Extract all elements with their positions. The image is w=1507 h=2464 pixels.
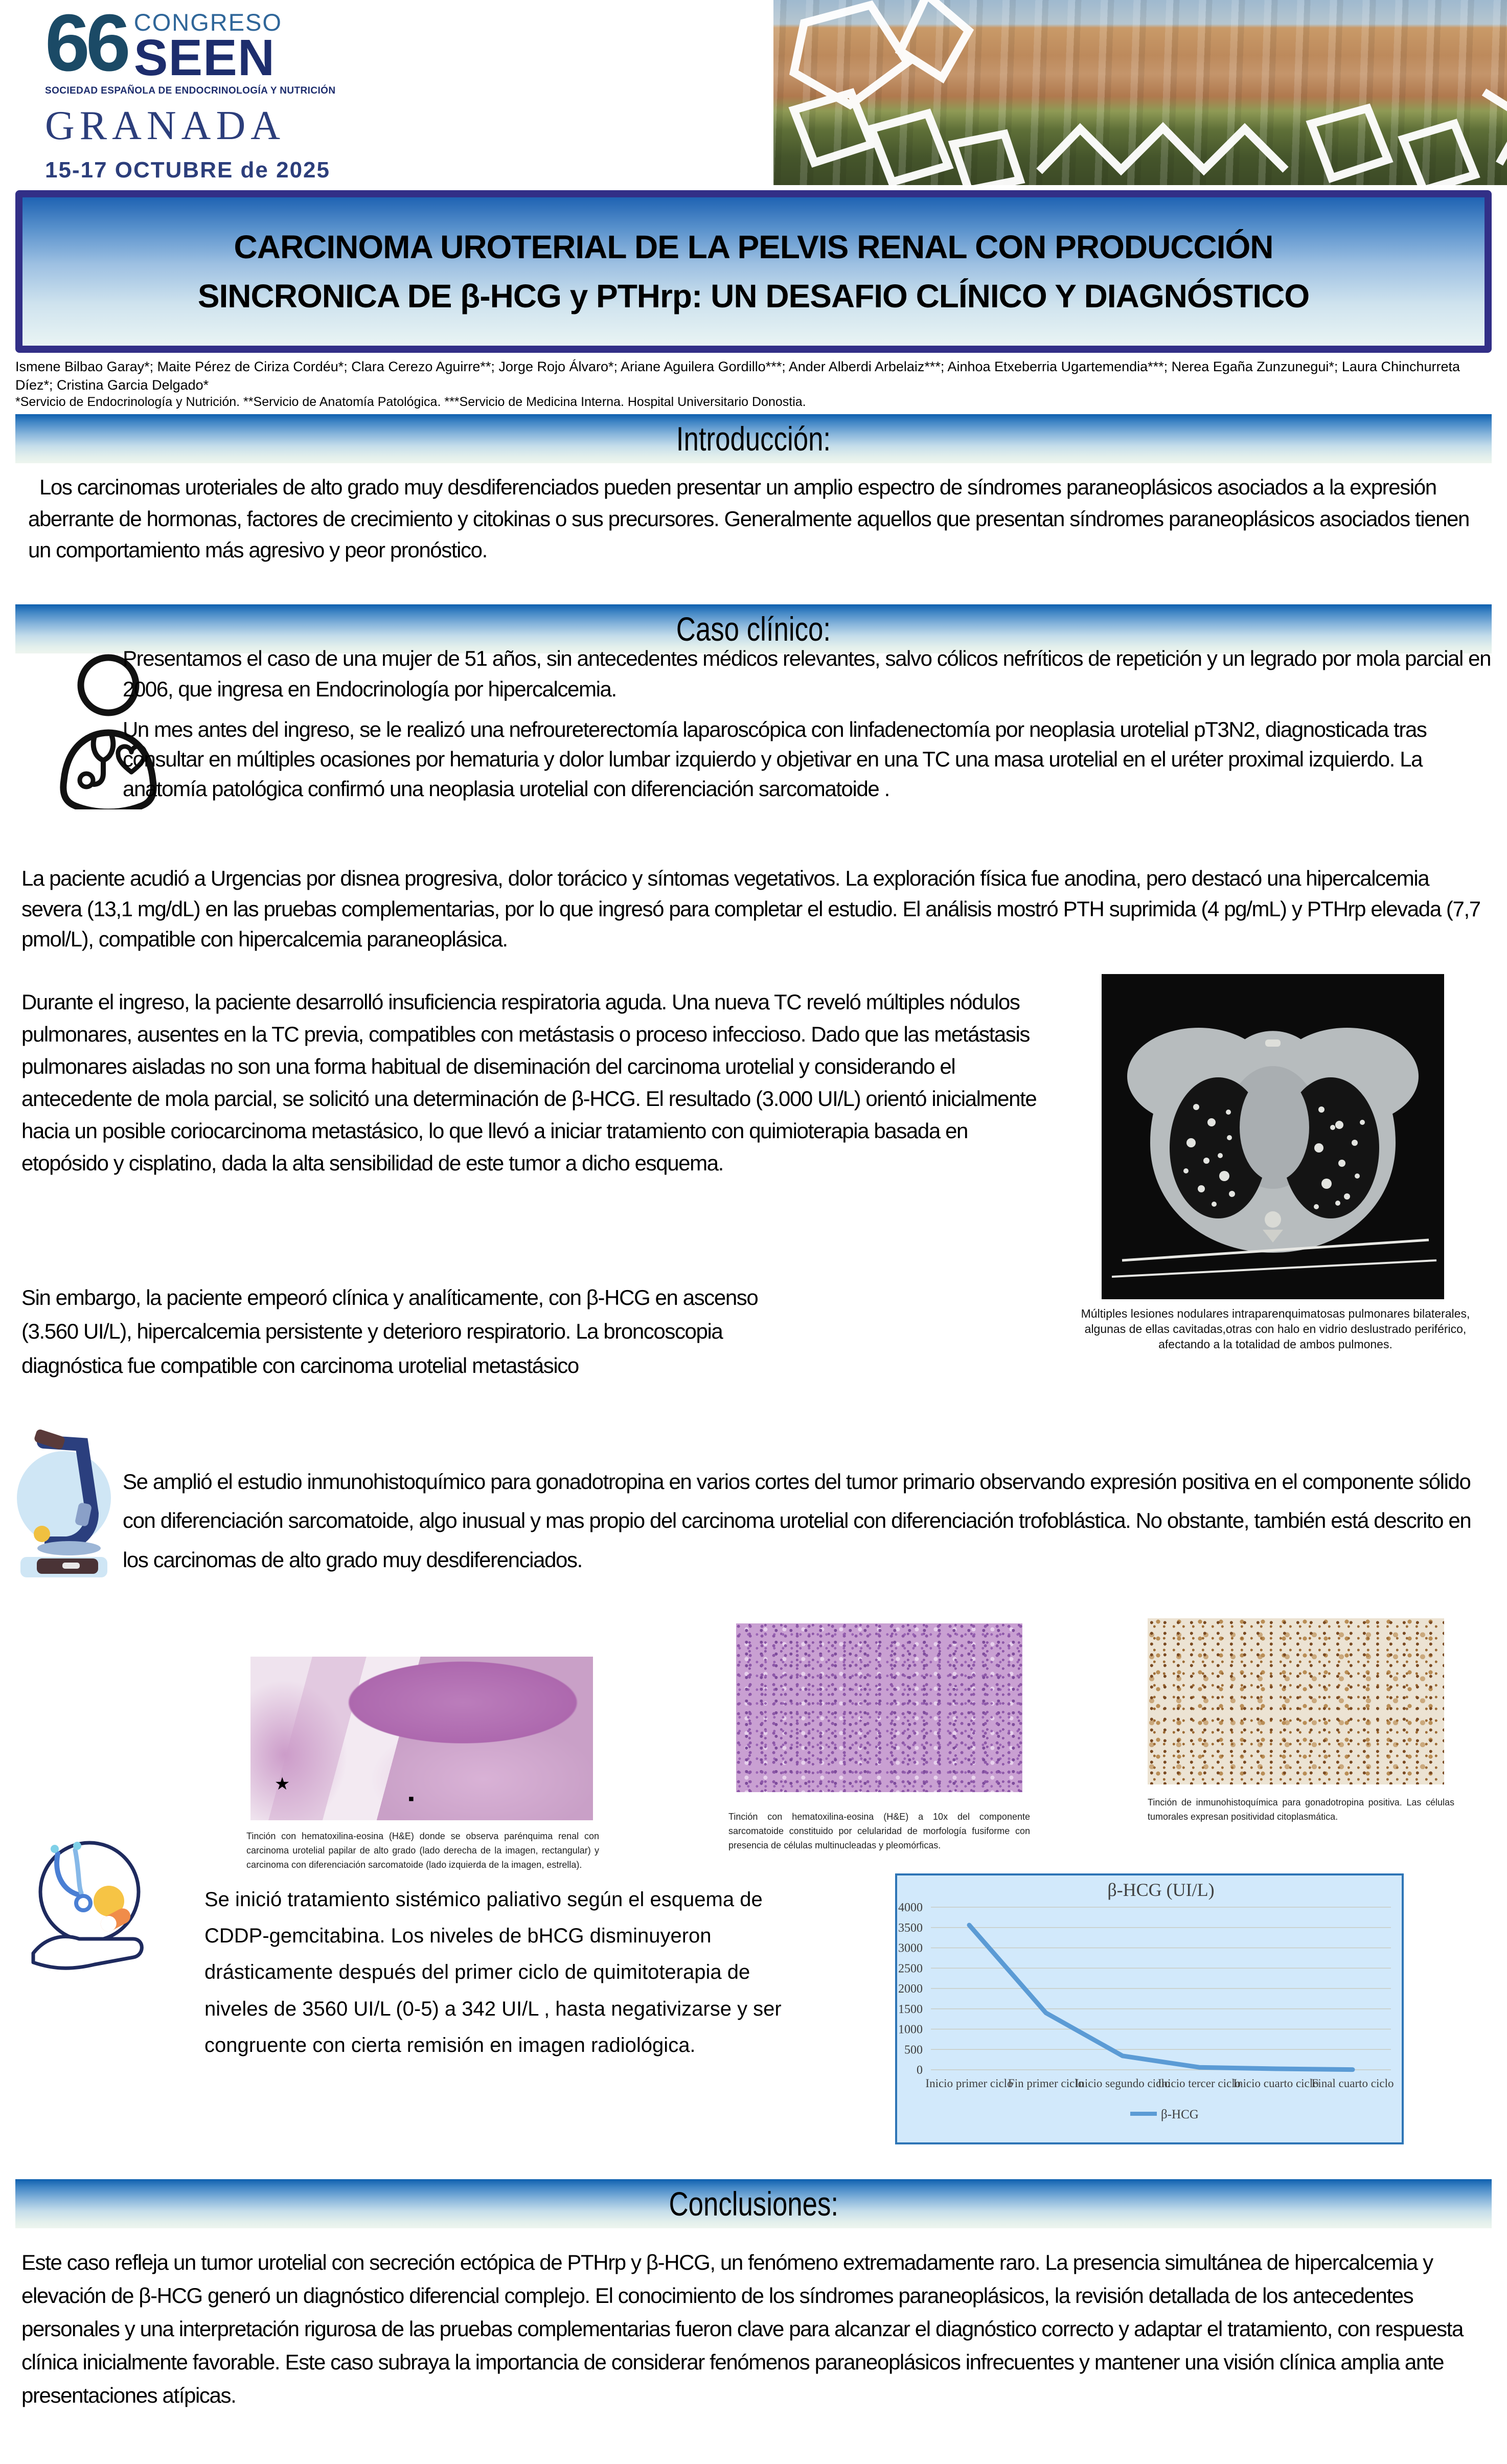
affiliations-line: *Servicio de Endocrinología y Nutrición. **Servicio de Anatomía Patológica. ***Servicio de Medicina Interna. Hospital Universitario Donostia. (15, 395, 806, 409)
histology-caption-3: Tinción de inmunohistoquímica para gonadotropina positiva. Las células tumorales expresan positividad citoplasmática. (1148, 1797, 1454, 1822)
svg-text:3000: 3000 (898, 1941, 923, 1955)
logo-seen-label: SEEN (133, 29, 276, 86)
svg-text:3500: 3500 (898, 1921, 923, 1935)
granada-wordmark: GRANADA (45, 103, 285, 148)
svg-text:2000: 2000 (898, 1982, 923, 1996)
conclusiones-body: Este caso refleja un tumor urotelial con secreción ectópica de PTHrp y β-HCG, un fenómeno extremadamente raro. La presencia simultánea de hipercalcemia y elevación de β-HCG generó un diagnóstico diferencial complejo. El conocimiento de los síndromes paraneoplásicos, la revisión detallada de los antecedentes personales y una interpretación rigurosa de las pruebas complementarias fueron clave para alcanzar el diagnóstico correcto y adaptar el tratamiento, con respuesta clínica inicialmente favorable. Este caso subraya la importancia de considerar fenómenos paraneoplásicos infrecuentes y mantener una visión clínica amplia ante presentaciones atípicas. (21, 2250, 1463, 2408)
introduccion-body: Los carcinomas uroteriales de alto grado muy desdiferenciados pueden presentar un amplio espectro de síndromes paraneoplásicos asociados a la expresión aberrante de hormonas, factores de crecimiento y citokinas o sus precursores. Generalmente aquellos que presentan síndromes paraneoplásicos asociados tienen un comportamiento más agresivo y peor pronóstico. (28, 475, 1469, 562)
section-band-introduccion (15, 414, 1492, 463)
bhcg-chart-svg (897, 1875, 1402, 2142)
ct-scan-drawing (1102, 974, 1444, 1299)
svg-text:0: 0 (917, 2064, 923, 2077)
svg-text:β-HCG: β-HCG (1161, 2108, 1199, 2121)
svg-text:1000: 1000 (898, 2023, 923, 2037)
authors-line: Ismene Bilbao Garay*; Maite Pérez de Ciriza Cordéu*; Clara Cerezo Aguirre**; Jorge Rojo Álvaro*; Ariane Aguilera Gordillo***; Ander Alberdi Arbelaiz***; Ainhoa Etxeberria Ugartemendia***; Nerea Egaña Zunzunegui*; Laura Chinchurreta Díez*; Cristina Garcia Delgado* (15, 359, 1460, 393)
ct-caption: Múltiples lesiones nodulares intraparenquimatosas pulmonares bilaterales, algunas de ellas cavitadas,otras con halo en vidrio deslustrado periférico, afectando a la totalidad de ambos pulmones. (1081, 1307, 1470, 1351)
caso-paragraph-3: La paciente acudió a Urgencias por disnea progresiva, dolor torácico y síntomas vegetativos. La exploración física fue anodina, pero destacó una hipercalcemia severa (13,1 mg/dL) en las pruebas complementarias, por lo que ingresó para completar el estudio. El análisis mostró PTH suprimida (4 pg/mL) y PTHrp elevada (7,7 pmol/L), compatible con hipercalcemia paraneoplásica. (21, 866, 1480, 952)
seen-congress-logo (45, 0, 382, 183)
svg-text:Fin primer ciclo: Fin primer ciclo (1008, 2077, 1084, 2090)
poster-title-line-1: CARCINOMA UROTERIAL DE LA PELVIS RENAL CON PRODUCCIÓN (234, 229, 1273, 265)
svg-text:β-HCG (UI/L): β-HCG (UI/L) (1107, 1880, 1215, 1900)
granada-painting (773, 0, 1507, 185)
ct-scan-image (1102, 974, 1444, 1299)
histology-figure-3 (1148, 1618, 1444, 1784)
svg-text:4000: 4000 (898, 1901, 923, 1914)
poster-title-line-2: SINCRONICA DE β-HCG y PTHrp: UN DESAFIO CLÍNICO Y DIAGNÓSTICO (197, 278, 1310, 314)
treatment-paragraph: Se inició tratamiento sistémico paliativo según el esquema de CDDP-gemcitabina. Los niveles de bHCG disminuyeron drásticamente después del primer ciclo de quimitoterapia de niveles de 3560 UI/L (0-5) a 342 UI/L , hasta negativizarse y ser congruente con cierta remisión en imagen radiológica. (204, 1888, 782, 2056)
congress-dates: 15-17 OCTUBRE de 2025 (45, 157, 330, 183)
star-marker-icon: ★ (274, 1774, 290, 1794)
section-band-conclusiones (15, 2179, 1492, 2228)
svg-text:Final cuarto ciclo: Final cuarto ciclo (1311, 2077, 1394, 2090)
bhcg-chart (895, 1873, 1404, 2144)
caso-paragraph-4: Durante el ingreso, la paciente desarrolló insuficiencia respiratoria aguda. Una nueva TC reveló múltiples nódulos pulmonares, ausentes en la TC previa, compatibles con metástasis o proceso infeccioso. Dado que las metástasis pulmonares aisladas no son una forma habitual de diseminación del carcinoma urotelial y considerando el antecedente de mola parcial, se solicitó una determinación de β-HCG. El resultado (3.000 UI/L) orientó inicialmente hacia un posible coriocarcinoma metastásico, lo que llevó a iniciar tratamiento con quimioterapia basada en etopósido y cisplatino, dada la alta sensibilidad de este tumor a dicho esquema. (21, 990, 1037, 1175)
logo-congreso-label: CONGRESO (133, 9, 282, 36)
histology-figure-1 (250, 1657, 593, 1820)
caso-paragraph-6: Se amplió el estudio inmunohistoquímico para gonadotropina en varios cortes del tumor primario observando expresión positiva en el componente sólido con diferenciación sarcomatoide, algo inusual y mas propio del carcinoma urotelial con diferenciación trofoblástica. No obstante, también está descrito en los carcinomas de alto grado muy desdiferenciados. (123, 1470, 1471, 1572)
introduccion-heading: Introducción: (676, 420, 831, 458)
histology-caption-2: Tinción con hematoxilina-eosina (H&E) a 10x del componente sarcomatoide constituido por celularidad de morfología fusiforme con presencia de células multinucleadas y pleomórficas. (728, 1812, 1030, 1850)
poster-title-box (15, 190, 1492, 353)
conclusiones-heading: Conclusiones: (669, 2185, 838, 2223)
svg-text:2500: 2500 (898, 1962, 923, 1976)
svg-text:Inicio primer ciclo: Inicio primer ciclo (925, 2077, 1013, 2090)
caso-paragraph-2: Un mes antes del ingreso, se le realizó una nefroureterectomía laparoscópica con linfadenectomía por neoplasia urotelial pT3N2, diagnosticada tras consultar en múltiples ocasiones por hematuria y dolor lumbar izquierdo y objetivar en una TC una masa urotelial en el uréter proximal izquierdo. La anatomía patológica confirmó una neoplasia urotelial con diferenciación sarcomatoide . (123, 717, 1427, 801)
svg-text:500: 500 (904, 2043, 923, 2057)
logo-tagline: SOCIEDAD ESPAÑOLA DE ENDOCRINOLOGÍA Y NUTRICIÓN (45, 85, 336, 96)
caso-paragraph-1: Presentamos el caso de una mujer de 51 años, sin antecedentes médicos relevantes, salvo cólicos nefríticos de repetición y un legrado por mola parcial en 2006, que ingresa en Endocrinología por hipercalcemia. (123, 646, 1491, 701)
microscope-icon (15, 1427, 112, 1585)
svg-text:1500: 1500 (898, 2002, 923, 2016)
caso-clinico-heading: Caso clínico: (676, 610, 831, 648)
svg-text:Inicio tercer ciclo: Inicio tercer ciclo (1157, 2077, 1241, 2090)
logo-row (45, 0, 382, 88)
hand-medical-icon (18, 1825, 151, 1989)
logo-wordmark (133, 9, 282, 86)
histology-caption-1: Tinción con hematoxilina-eosina (H&E) donde se observa parénquima renal con carcinoma urotelial papilar de alto grado (lado derecha de la imagen, rectangular) y carcinoma con diferenciación sarcomatoide (lado izquierda de la imagen, estrella). (246, 1831, 599, 1870)
geometric-overlay-pattern (773, 0, 1507, 185)
histology-figure-2 (736, 1623, 1022, 1792)
svg-text:Inicio segundo ciclo: Inicio segundo ciclo (1075, 2077, 1171, 2090)
svg-text:Inicio cuarto ciclo: Inicio cuarto ciclo (1233, 2077, 1319, 2090)
caso-paragraph-5: Sin embargo, la paciente empeoró clínica y analíticamente, con β-HCG en ascenso (3.560 UI/L), hipercalcemia persistente y deterioro respiratorio. La broncoscopia diagnóstica fue compatible con carcinoma urotelial metastásico (21, 1285, 758, 1377)
square-marker-icon: ▪ (408, 1789, 415, 1809)
congress-number: 66 (45, 0, 127, 88)
